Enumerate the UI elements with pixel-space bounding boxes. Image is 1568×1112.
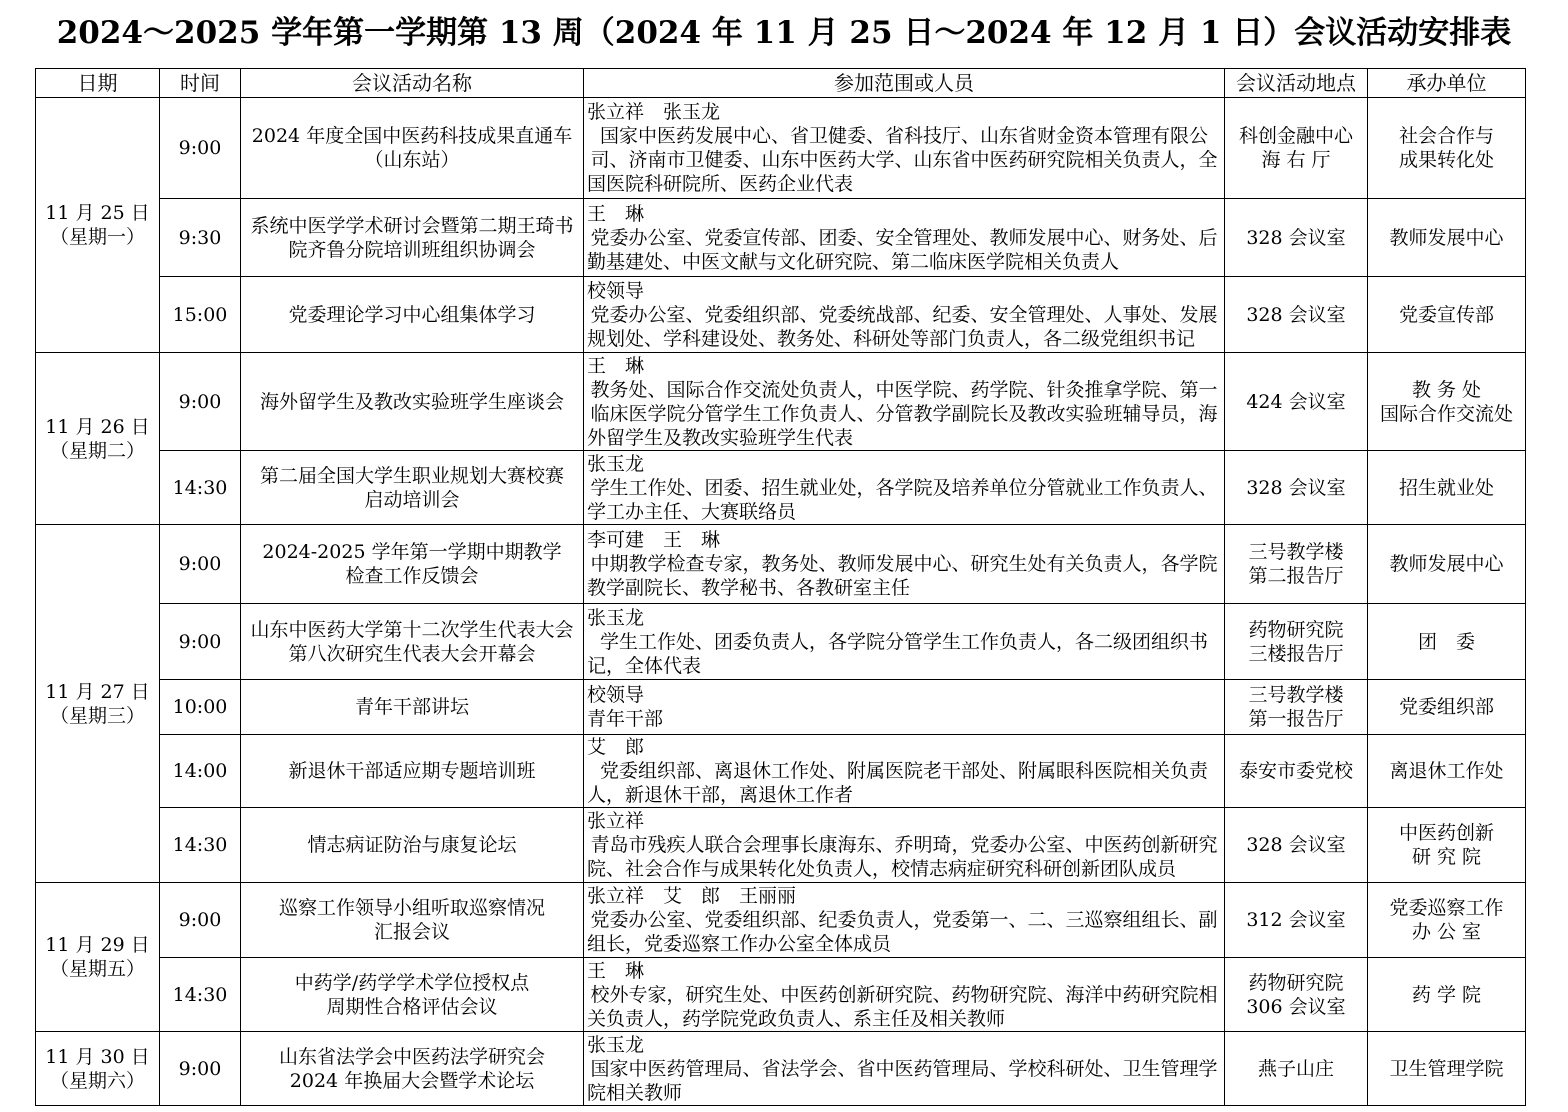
- participants-detail: 教务处、国际合作交流处负责人，中医学院、药学院、针灸推拿学院、第一临床医学院分管学生工作负责人、分管教学副院长及教改实验班辅导员，海外留学生及教改实验班学生代表: [587, 378, 1218, 449]
- time-cell: 14:00: [160, 735, 241, 808]
- participants-detail: 学生工作处、团委负责人，各学院分管学生工作负责人，各二级团组织书记，全体代表: [587, 630, 1208, 677]
- organizer-line: 教师发展中心: [1389, 226, 1504, 249]
- participants-cell: [584, 98, 1225, 199]
- organizer-line: 离退休工作处: [1389, 760, 1504, 782]
- participants-leaders: 校领导: [587, 279, 645, 302]
- organizer-line: 招生就业处: [1398, 476, 1494, 499]
- time-cell: 10:00: [160, 680, 241, 735]
- organizer-cell: [1368, 1032, 1526, 1106]
- organizer-line: 教师发展中心: [1389, 553, 1504, 575]
- event-name-line: 山东省法学会中医药法学研究会: [278, 1045, 545, 1068]
- event-name-line: 新退休干部适应期专题培训班: [288, 760, 536, 782]
- table-row: [36, 98, 1526, 199]
- event-name-line: 第八次研究生代表大会开幕会: [288, 642, 536, 665]
- participants-detail: 学生工作处、团委、招生就业处，各学院及培养单位分管就业工作负责人、学工办主任、大赛联络员: [587, 476, 1218, 523]
- participants-leaders: 校领导: [587, 684, 645, 706]
- organizer-cell: [1368, 277, 1526, 353]
- organizer-line: 党委宣传部: [1398, 303, 1494, 326]
- organizer-cell: [1368, 451, 1526, 525]
- participants-cell: [584, 958, 1225, 1032]
- location-line: 海 右 厅: [1261, 149, 1331, 171]
- organizer-line: 研 究 院: [1411, 846, 1482, 868]
- event-name-line: 2024 年度全国中医药科技成果直通车: [251, 125, 573, 147]
- column-header-event-name: 会议活动名称: [241, 69, 584, 98]
- participants-cell: [584, 199, 1225, 277]
- participants-cell: [584, 525, 1225, 604]
- participants-detail: 中期教学检查专家，教务处、教师发展中心、研究生处有关负责人，各学院教学副院长、教学秘书、各教研室主任: [587, 553, 1218, 599]
- event-name-line: 中药学/药学学术学位授权点: [294, 971, 530, 994]
- event-name-line: 情志病证防治与康复论坛: [307, 834, 517, 856]
- header-row: [36, 69, 1526, 98]
- organizer-line: 药 学 院: [1411, 983, 1482, 1006]
- organizer-cell: [1368, 525, 1526, 604]
- organizer-cell: [1368, 883, 1526, 958]
- table-header: [36, 69, 1526, 98]
- participants-cell: [584, 277, 1225, 353]
- time-cell: 14:30: [160, 808, 241, 883]
- location-cell: [1225, 604, 1368, 680]
- location-cell: [1225, 883, 1368, 958]
- date-label: 11 月 29 日: [45, 934, 150, 956]
- participants-detail: 党委组织部、离退休工作处、附属医院老干部处、附属眼科医院相关负责人，新退休干部，离退休工作者: [587, 760, 1208, 806]
- date-cell: [36, 98, 160, 353]
- event-name-line: 启动培训会: [364, 488, 460, 511]
- location-cell: [1225, 525, 1368, 604]
- weekday-label: （星期二）: [49, 439, 145, 462]
- location-line: 328 会议室: [1246, 476, 1346, 499]
- event-name-cell: [241, 525, 584, 604]
- column-header-organizer: 承办单位: [1368, 69, 1526, 98]
- participants-detail: 党委办公室、党委组织部、党委统战部、纪委、安全管理处、人事处、发展规划处、学科建设处、教务处、科研处等部门负责人，各二级党组织书记: [587, 303, 1218, 350]
- table-row: [36, 883, 1526, 958]
- location-line: 328 会议室: [1246, 303, 1346, 326]
- time-cell: 9:00: [160, 883, 241, 958]
- location-line: 三楼报告厅: [1248, 642, 1344, 665]
- organizer-line: 中医药创新: [1398, 822, 1494, 844]
- event-name-cell: [241, 1032, 584, 1106]
- time-cell: 9:00: [160, 353, 241, 451]
- table-body: [36, 98, 1526, 1106]
- participants-cell: [584, 680, 1225, 735]
- event-name-line: 系统中医学学术研讨会暨第二期王琦书: [250, 214, 574, 237]
- location-line: 312 会议室: [1246, 909, 1346, 931]
- location-cell: [1225, 98, 1368, 199]
- participants-leaders: 张玉龙: [587, 1033, 645, 1056]
- table-row: [36, 958, 1526, 1032]
- location-line: 三号教学楼: [1248, 684, 1344, 706]
- column-header-date: 日期: [36, 69, 160, 98]
- location-line: 燕子山庄: [1257, 1057, 1334, 1080]
- table-row: [36, 525, 1526, 604]
- location-cell: [1225, 735, 1368, 808]
- location-cell: [1225, 958, 1368, 1032]
- participants-cell: [584, 883, 1225, 958]
- time-cell: 9:00: [160, 1032, 241, 1106]
- location-line: 泰安市委党校: [1238, 760, 1353, 782]
- participants-cell: [584, 808, 1225, 883]
- weekday-label: （星期一）: [49, 226, 145, 248]
- weekday-label: （星期六）: [49, 1069, 145, 1092]
- table-row: [36, 451, 1526, 525]
- participants-leaders: 张立祥 张玉龙: [587, 101, 721, 123]
- time-cell: 9:00: [160, 525, 241, 604]
- event-name-cell: [241, 808, 584, 883]
- event-name-cell: [241, 98, 584, 199]
- location-line: 三号教学楼: [1248, 541, 1344, 563]
- table-row: [36, 808, 1526, 883]
- event-name-cell: [241, 958, 584, 1032]
- organizer-cell: [1368, 680, 1526, 735]
- date-label: 11 月 30 日: [45, 1045, 150, 1068]
- event-name-cell: [241, 451, 584, 525]
- location-line: 药物研究院: [1248, 971, 1344, 994]
- column-header-location: 会议活动地点: [1225, 69, 1368, 98]
- table-row: [36, 277, 1526, 353]
- organizer-cell: [1368, 808, 1526, 883]
- organizer-line: 办 公 室: [1411, 921, 1482, 943]
- page-title: 2024～2025 学年第一学期第 13 周（2024 年 11 月 25 日～2024 年 12 月 1 日）会议活动安排表: [56, 15, 1512, 51]
- organizer-line: 国际合作交流处: [1379, 402, 1513, 425]
- event-name-line: 周期性合格评估会议: [326, 995, 498, 1018]
- participants-leaders: 张玉龙: [587, 452, 645, 475]
- organizer-cell: [1368, 958, 1526, 1032]
- date-cell: [36, 883, 160, 1032]
- event-name-cell: [241, 680, 584, 735]
- organizer-cell: [1368, 604, 1526, 680]
- table-row: [36, 1032, 1526, 1106]
- location-line: 328 会议室: [1246, 834, 1346, 856]
- event-name-cell: [241, 604, 584, 680]
- event-name-line: （山东站）: [364, 149, 460, 171]
- participants-leaders: 李可建 王 琳: [587, 529, 721, 551]
- participants-leaders: 张立祥: [587, 810, 645, 832]
- table-row: [36, 604, 1526, 680]
- event-name-line: 党委理论学习中心组集体学习: [288, 303, 536, 326]
- time-cell: 9:00: [160, 604, 241, 680]
- location-cell: [1225, 353, 1368, 451]
- time-cell: 9:00: [160, 98, 241, 199]
- participants-detail: 国家中医药发展中心、省卫健委、省科技厅、山东省财金资本管理有限公司、济南市卫健委、山东中医药大学、山东省中医药研究院相关负责人，全国医院科研院所、医药企业代表: [587, 125, 1218, 195]
- participants-leaders: 艾 郎: [587, 736, 645, 758]
- event-name-line: 海外留学生及教改实验班学生座谈会: [259, 390, 564, 413]
- location-line: 药物研究院: [1248, 618, 1344, 641]
- organizer-cell: [1368, 98, 1526, 199]
- event-name-cell: [241, 199, 584, 277]
- location-cell: [1225, 808, 1368, 883]
- location-line: 第一报告厅: [1248, 708, 1344, 730]
- location-line: 科创金融中心: [1238, 125, 1353, 147]
- location-line: 328 会议室: [1246, 226, 1346, 249]
- schedule-table: [35, 68, 1526, 1106]
- participants-cell: [584, 735, 1225, 808]
- participants-leaders: 张立祥 艾 郎 王丽丽: [587, 885, 797, 907]
- event-name-line: 山东中医药大学第十二次学生代表大会: [250, 618, 574, 641]
- participants-detail: 党委办公室、党委宣传部、团委、安全管理处、教师发展中心、财务处、后勤基建处、中医文献与文化研究院、第二临床医学院相关负责人: [587, 226, 1218, 273]
- date-label: 11 月 26 日: [45, 415, 150, 438]
- location-cell: [1225, 451, 1368, 525]
- participants-cell: [584, 604, 1225, 680]
- participants-detail: 青岛市残疾人联合会理事长康海东、乔明琦，党委办公室、中医药创新研究院、社会合作与成果转化处负责人，校情志病症研究科研创新团队成员: [587, 834, 1218, 880]
- time-cell: 14:30: [160, 451, 241, 525]
- event-name-cell: [241, 883, 584, 958]
- organizer-line: 成果转化处: [1398, 149, 1494, 171]
- date-cell: [36, 1032, 160, 1106]
- table-row: [36, 735, 1526, 808]
- column-header-participants: 参加范围或人员: [584, 69, 1225, 98]
- organizer-cell: [1368, 199, 1526, 277]
- location-line: 424 会议室: [1246, 390, 1346, 413]
- organizer-line: 团 委: [1417, 630, 1475, 653]
- participants-cell: [584, 353, 1225, 451]
- table-row: [36, 680, 1526, 735]
- weekday-label: （星期五）: [49, 958, 145, 980]
- date-cell: [36, 353, 160, 525]
- date-label: 11 月 25 日: [45, 202, 150, 224]
- organizer-line: 党委组织部: [1398, 696, 1494, 718]
- location-cell: [1225, 680, 1368, 735]
- event-name-cell: [241, 735, 584, 808]
- date-label: 11 月 27 日: [45, 680, 150, 703]
- event-name-cell: [241, 353, 584, 451]
- event-name-line: 2024 年换届大会暨学术论坛: [289, 1069, 535, 1092]
- organizer-line: 党委巡察工作: [1389, 897, 1504, 919]
- participants-leaders: 张玉龙: [587, 606, 645, 629]
- participants-detail: 青年干部: [587, 708, 664, 730]
- participants-detail: 党委办公室、党委组织部、纪委负责人，党委第一、二、三巡察组组长、副组长，党委巡察工作办公室全体成员: [587, 909, 1218, 955]
- time-cell: 9:30: [160, 199, 241, 277]
- location-cell: [1225, 277, 1368, 353]
- event-name-line: 院齐鲁分院培训班组织协调会: [288, 238, 536, 261]
- organizer-line: 教 务 处: [1411, 378, 1482, 401]
- event-name-line: 巡察工作领导小组听取巡察情况: [278, 897, 545, 919]
- participants-leaders: 王 琳: [587, 354, 645, 377]
- participants-detail: 校外专家，研究生处、中医药创新研究院、药物研究院、海洋中药研究院相关负责人，药学院党政负责人、系主任及相关教师: [587, 983, 1218, 1030]
- organizer-line: 社会合作与: [1398, 125, 1494, 147]
- participants-detail: 国家中医药管理局、省法学会、省中医药管理局、学校科研处、卫生管理学院相关教师: [587, 1057, 1218, 1104]
- time-cell: 14:30: [160, 958, 241, 1032]
- participants-cell: [584, 1032, 1225, 1106]
- table-row: [36, 199, 1526, 277]
- event-name-line: 2024-2025 学年第一学期中期教学: [262, 541, 562, 563]
- participants-leaders: 王 琳: [587, 202, 645, 225]
- weekday-label: （星期三）: [49, 704, 145, 727]
- location-line: 第二报告厅: [1248, 565, 1344, 587]
- participants-cell: [584, 451, 1225, 525]
- location-cell: [1225, 1032, 1368, 1106]
- event-name-cell: [241, 277, 584, 353]
- time-cell: 15:00: [160, 277, 241, 353]
- organizer-cell: [1368, 353, 1526, 451]
- column-header-time: 时间: [160, 69, 241, 98]
- location-cell: [1225, 199, 1368, 277]
- participants-leaders: 王 琳: [587, 959, 645, 982]
- event-name-line: 检查工作反馈会: [345, 565, 479, 587]
- organizer-line: 卫生管理学院: [1389, 1057, 1504, 1080]
- organizer-cell: [1368, 735, 1526, 808]
- event-name-line: 汇报会议: [373, 921, 450, 943]
- location-line: 306 会议室: [1246, 995, 1346, 1018]
- event-name-line: 第二届全国大学生职业规划大赛校赛: [259, 464, 564, 487]
- table-row: [36, 353, 1526, 451]
- date-cell: [36, 525, 160, 883]
- event-name-line: 青年干部讲坛: [354, 696, 469, 718]
